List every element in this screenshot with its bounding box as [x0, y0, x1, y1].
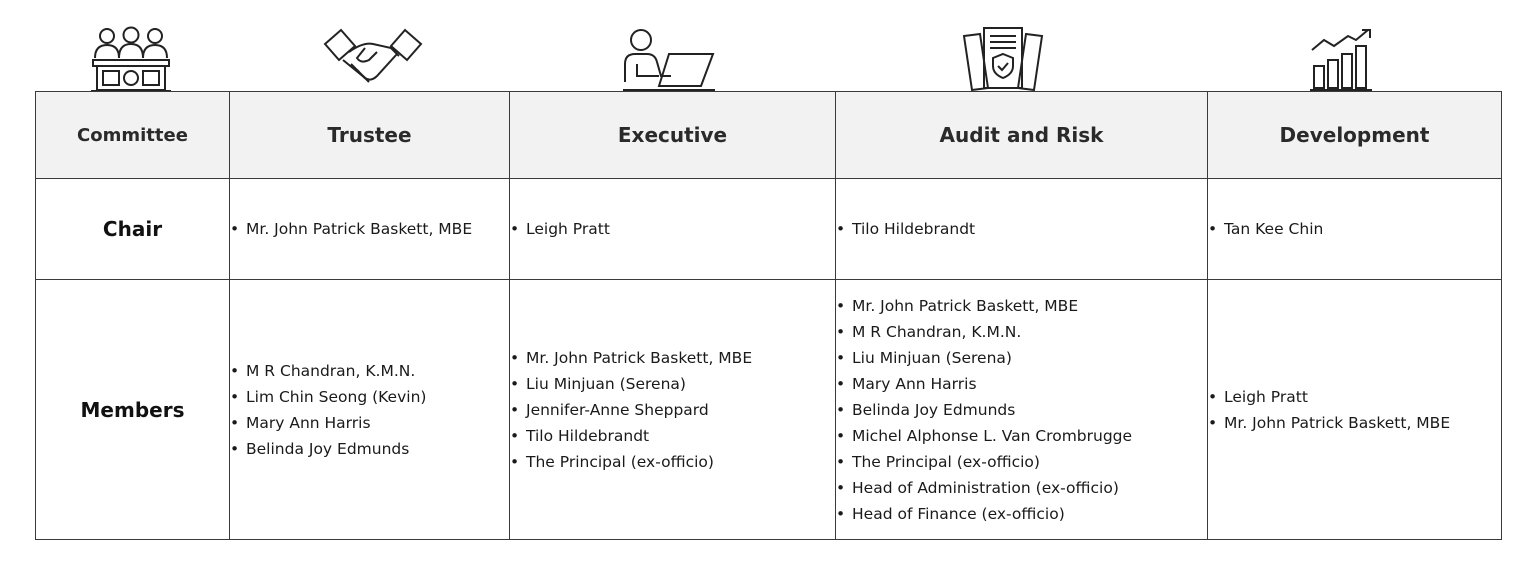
name-list: [1208, 216, 1501, 242]
list-item: • Lim Chin Seong (Kevin): [230, 384, 509, 410]
name-list: [836, 293, 1207, 527]
chair-trustee-cell: [230, 179, 510, 280]
row-label-members: Members: [36, 280, 230, 540]
list-item: • Mary Ann Harris: [230, 410, 509, 436]
list-item: • Mr. John Patrick Baskett, MBE: [230, 216, 509, 242]
chair-executive-cell: [510, 179, 836, 280]
list-item: • Leigh Pratt: [510, 216, 835, 242]
list-item: • Mr. John Patrick Baskett, MBE: [836, 293, 1207, 319]
name-list: [836, 216, 1207, 242]
header-committee: Committee: [36, 92, 230, 179]
members-audit-cell: [836, 280, 1208, 540]
header-executive: Executive: [510, 92, 836, 179]
members-row: [36, 280, 1502, 540]
list-item: • Mary Ann Harris: [836, 371, 1207, 397]
list-item: • The Principal (ex-officio): [836, 449, 1207, 475]
icons-row: [0, 0, 1536, 92]
list-item: • Liu Minjuan (Serena): [836, 345, 1207, 371]
list-item: • Tilo Hildebrandt: [510, 423, 835, 449]
list-item: • Liu Minjuan (Serena): [510, 371, 835, 397]
row-label-chair: Chair: [36, 179, 230, 280]
laptop-user-icon: [618, 20, 718, 92]
list-item: • Head of Administration (ex-officio): [836, 475, 1207, 501]
handshake-icon: [318, 20, 428, 92]
members-executive-cell: [510, 280, 836, 540]
list-item: • Leigh Pratt: [1208, 384, 1501, 410]
members-trustee-cell: [230, 280, 510, 540]
name-list: [230, 358, 509, 462]
list-item: • Head of Finance (ex-officio): [836, 501, 1207, 527]
list-item: • M R Chandran, K.M.N.: [836, 319, 1207, 345]
list-item: • Belinda Joy Edmunds: [836, 397, 1207, 423]
header-audit-and-risk: Audit and Risk: [836, 92, 1208, 179]
name-list: [510, 216, 835, 242]
list-item: • Mr. John Patrick Baskett, MBE: [1208, 410, 1501, 436]
name-list: [510, 345, 835, 475]
chair-row: [36, 179, 1502, 280]
document-shield-icon: [955, 20, 1051, 92]
header-trustee: Trustee: [230, 92, 510, 179]
committee-table: [35, 91, 1502, 540]
members-development-cell: [1208, 280, 1502, 540]
growth-chart-icon: [1306, 20, 1376, 92]
name-list: [1208, 384, 1501, 436]
list-item: • Tilo Hildebrandt: [836, 216, 1207, 242]
list-item: • Michel Alphonse L. Van Crombrugge: [836, 423, 1207, 449]
list-item: • M R Chandran, K.M.N.: [230, 358, 509, 384]
chair-audit-cell: [836, 179, 1208, 280]
list-item: • Jennifer-Anne Sheppard: [510, 397, 835, 423]
chair-development-cell: [1208, 179, 1502, 280]
list-item: • Mr. John Patrick Baskett, MBE: [510, 345, 835, 371]
committee-icon: [86, 20, 176, 92]
list-item: • Tan Kee Chin: [1208, 216, 1501, 242]
name-list: [230, 216, 509, 242]
list-item: • The Principal (ex-officio): [510, 449, 835, 475]
header-row: [36, 92, 1502, 179]
header-development: Development: [1208, 92, 1502, 179]
list-item: • Belinda Joy Edmunds: [230, 436, 509, 462]
